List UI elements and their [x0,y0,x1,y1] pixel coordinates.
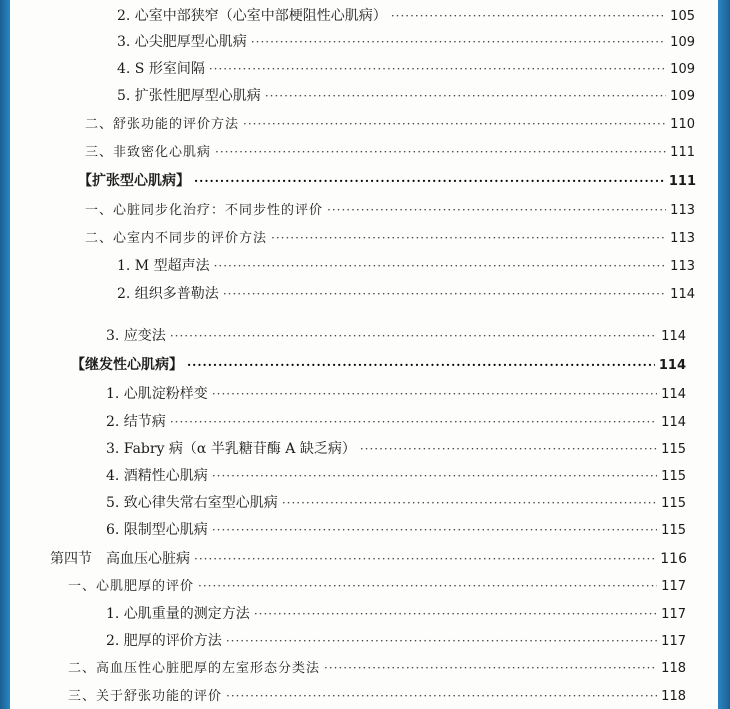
toc-leader [198,579,657,593]
toc-page-number: 117 [661,579,686,594]
toc-entry-title: 【继发性心肌病】 [71,357,183,373]
toc-section-heading[interactable] [71,354,686,374]
toc-page-number: 109 [670,62,695,77]
toc-leader [194,552,656,566]
toc-entry-title: 2. 结节病 [106,414,166,430]
toc-page-number: 110 [670,117,695,132]
toc-leader [243,117,666,131]
toc-leader [209,62,666,76]
toc-entry[interactable] [106,492,686,512]
toc-entry[interactable] [68,657,686,676]
toc-leader [170,415,657,429]
toc-leader [391,9,666,23]
toc-leader [170,329,657,343]
toc-entry[interactable] [106,603,686,623]
toc-entry-title: 三、非致密化心肌病 [85,145,212,160]
toc-entry-title: 4. 酒精性心肌病 [106,468,208,484]
toc-entry-title: 二、舒张功能的评价方法 [85,117,240,132]
toc-leader [226,689,657,703]
toc-leader [360,442,657,456]
toc-entry[interactable] [117,58,695,78]
toc-page-number: 115 [661,523,686,538]
toc-leader [223,287,666,301]
toc-page-number: 114 [661,415,686,430]
toc-entry[interactable] [106,383,686,403]
toc-page-number: 111 [670,145,695,160]
toc-page-number: 117 [661,607,686,622]
toc-leader [194,174,665,188]
toc-entry[interactable] [85,227,695,246]
toc-leader [226,634,657,648]
toc-entry-title: 3. Fabry 病（α 半乳糖苷酶 A 缺乏病） [106,441,356,457]
toc-leader [271,231,666,245]
toc-leader [214,259,667,273]
toc-entry-title: 3. 应变法 [106,328,166,344]
book-page [10,0,718,709]
toc-leader [327,203,666,217]
toc-leader [187,358,655,372]
toc-leader [212,523,657,537]
toc-page-number: 115 [661,496,686,511]
toc-leader [265,89,666,103]
toc-page-number: 114 [661,387,686,402]
toc-entry-title: 一、心脏同步化治疗：不同步性的评价 [85,203,324,218]
book-frame-left [0,0,10,709]
toc-leader [254,607,657,621]
toc-entry[interactable] [85,199,695,218]
toc-section-heading[interactable] [78,170,696,190]
toc-entry-title: 2. 组织多普勒法 [117,286,219,302]
toc-leader [212,469,657,483]
toc-entry-title: 一、心肌肥厚的评价 [68,579,195,594]
toc-entry[interactable] [68,575,686,594]
toc-leader [212,387,657,401]
toc-leader [215,145,666,159]
toc-entry[interactable] [117,283,695,303]
toc-entry[interactable] [106,465,686,485]
toc-chapter-heading[interactable] [50,548,687,568]
toc-page-number: 111 [668,174,696,189]
toc-page-number: 115 [661,469,686,484]
toc-entry-title: 3. 心尖肥厚型心肌病 [117,34,247,50]
toc-entry-title: 1. 心肌淀粉样变 [106,386,208,402]
toc-page-number: 114 [670,287,695,302]
toc-page-number: 114 [661,329,686,344]
toc-page-number: 109 [670,89,695,104]
toc-page-number: 116 [660,551,687,567]
book-frame-right [718,0,730,709]
toc-page-number: 118 [661,661,686,676]
toc-entry[interactable] [106,630,686,650]
toc-entry[interactable] [117,255,695,275]
toc-entry[interactable] [117,85,695,105]
toc-entry-title: 二、心室内不同步的评价方法 [85,231,268,246]
toc-page-number: 113 [670,231,695,246]
toc-entry[interactable] [106,438,686,458]
toc-leader [282,496,657,510]
toc-entry-title: 2. 肥厚的评价方法 [106,633,222,649]
toc-entry-title: 第四节 高血压心脏病 [50,551,190,567]
toc-entry[interactable] [117,5,695,25]
toc-entry-title: 5. 致心律失常右室型心肌病 [106,495,278,511]
toc-entry[interactable] [85,141,695,160]
toc-entry-title: 1. M 型超声法 [117,258,210,274]
toc-entry-title: 【扩张型心肌病】 [78,173,190,189]
toc-entry-title: 三、关于舒张功能的评价 [68,689,223,704]
toc-page-number: 117 [661,634,686,649]
toc-entry-title: 1. 心肌重量的测定方法 [106,606,250,622]
table-of-contents [10,0,718,709]
toc-leader [251,35,666,49]
toc-leader [324,661,657,675]
toc-entry[interactable] [106,325,686,345]
toc-entry-title: 4. S 形室间隔 [117,61,205,77]
toc-page-number: 118 [661,689,686,704]
toc-entry-title: 6. 限制型心肌病 [106,522,208,538]
toc-page-number: 113 [670,259,695,274]
toc-page-number: 114 [658,358,686,373]
toc-entry[interactable] [85,113,695,132]
toc-entry-title: 5. 扩张性肥厚型心肌病 [117,88,261,104]
toc-entry[interactable] [106,519,686,539]
toc-page-number: 105 [670,9,695,24]
toc-entry-title: 2. 心室中部狭窄（心室中部梗阻性心肌病） [117,8,387,24]
toc-entry[interactable] [68,685,686,704]
toc-page-number: 109 [670,35,695,50]
toc-entry[interactable] [117,31,695,51]
toc-page-number: 113 [670,203,695,218]
toc-page-number: 115 [661,442,686,457]
toc-entry-title: 二、高血压性心脏肥厚的左室形态分类法 [68,661,321,676]
toc-entry[interactable] [106,411,686,431]
